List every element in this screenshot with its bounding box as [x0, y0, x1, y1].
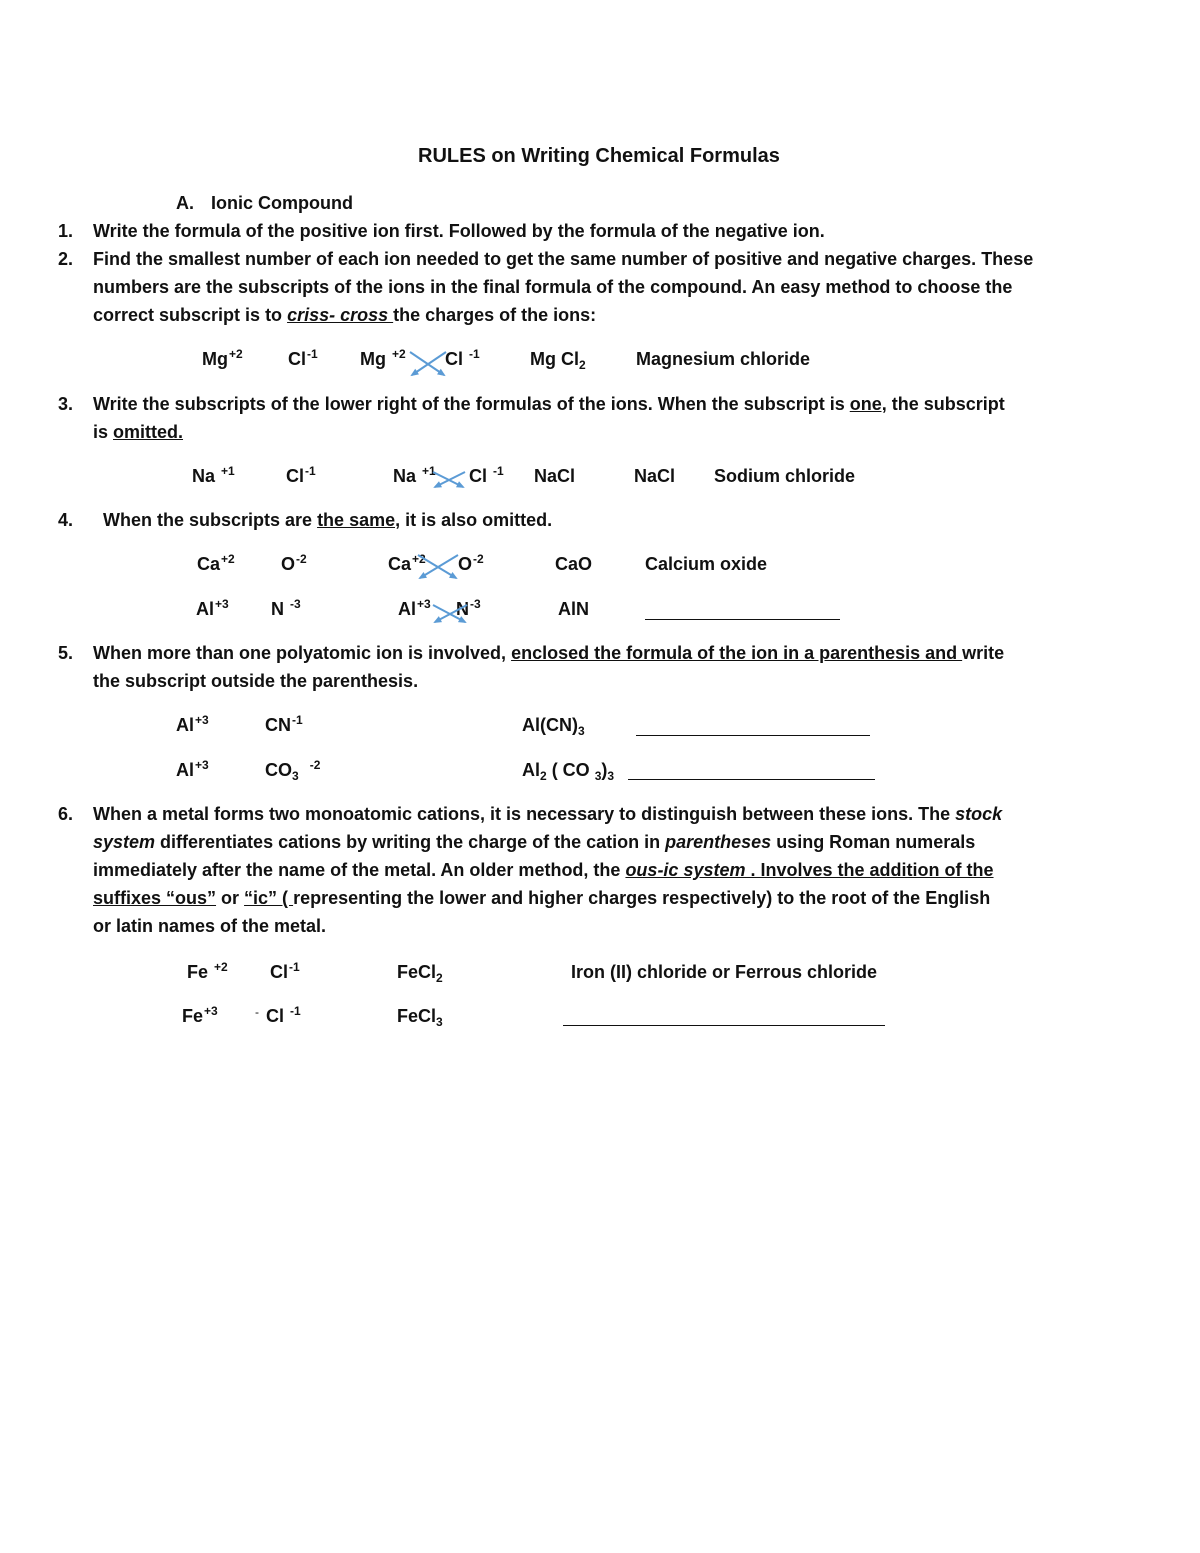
criss-cross-arrows-ca: [416, 553, 460, 581]
criss-cross-arrows-na: [431, 470, 467, 490]
aln-formula: AlN: [558, 599, 589, 619]
ca-cross-cation: $Ca^{+2}$: [388, 552, 426, 574]
ca-o-ion: $O^{-2}$: [281, 552, 307, 574]
fe2-name: Iron (II) chloride or Ferrous chloride: [571, 962, 878, 982]
rule-5-line-2: the subscript outside the parenthesis.: [93, 671, 419, 691]
ca-formula: CaO: [555, 554, 593, 574]
alco3-al-ion: $Al^{+3}$: [176, 758, 209, 780]
alcn-name-blank[interactable]: [636, 735, 870, 736]
na-cross-cation: Na $^{+1}$: [393, 464, 436, 486]
rule-6-number: 6.: [58, 804, 74, 824]
rule-2-line-3: [93, 304, 596, 326]
mg-ion: $Mg^{+2}$: [202, 347, 243, 369]
alcn-formula: $Al(CN)_3$: [522, 715, 585, 738]
rule-5-number: 5.: [58, 643, 74, 663]
mg-name: Magnesium chloride: [636, 349, 811, 369]
mg-cl-ion: $Cl^{-1}$: [288, 347, 318, 369]
alcn-al-ion: $Al^{+3}$: [176, 713, 209, 735]
fe2-ion: Fe $^{+2}$: [187, 960, 228, 982]
section-heading: Ionic Compound: [211, 193, 353, 213]
rule-2-line-2: numbers are the subscripts of the ions in the final formula of the compound. An easy method to choose the: [93, 277, 1013, 297]
fe3-dash: -: [255, 1005, 259, 1019]
ca-cross-anion: $O^{-2}$: [458, 552, 484, 574]
ca-name: Calcium oxide: [645, 554, 768, 574]
page-title: RULES on Writing Chemical Formulas: [418, 145, 780, 167]
al-cross-cation: $Al^{+3}$: [398, 597, 431, 619]
rule-4-text: When the subscripts are the same, it is also omitted.: [103, 510, 553, 530]
rule-3-line-1: Write the subscripts of the lower right of the formulas of the ions. When the subscript is one, the subscript: [93, 394, 1005, 414]
criss-cross-arrows-mg: [408, 350, 448, 378]
na-formula: NaCl: [534, 466, 576, 486]
rule-6-line-1: When a metal forms two monoatomic cations, it is necessary to distinguish between these ions. The stock: [93, 804, 1003, 824]
fe3-name-blank[interactable]: [563, 1025, 885, 1026]
na-ion: Na $^{+1}$: [192, 464, 235, 486]
rule-2-number: 2.: [58, 249, 74, 269]
arrow-head: [437, 369, 446, 376]
rule-2-line-1: Find the smallest number of each ion needed to get the same number of positive and negative charges. These: [93, 249, 1034, 269]
alco3-formula: $Al_2$ ( CO $_3)_3$: [522, 760, 615, 783]
na-cl-ion: $Cl^{-1}$: [286, 464, 316, 486]
fe3-ion: $Fe^{+3}$: [182, 1004, 218, 1026]
alco3-name-blank[interactable]: [628, 779, 875, 780]
arrow-head: [410, 369, 419, 376]
al-n-ion: N $^{-3}$: [271, 597, 301, 619]
mg-formula: Mg $Cl_2$: [530, 349, 586, 372]
rule-2-line-3-pre: correct subscript is to: [93, 305, 288, 325]
fe2-cl-ion: $Cl^{-1}$: [270, 960, 300, 982]
fe3-cl-ion: Cl $^{-1}$: [266, 1004, 301, 1026]
rule-6-line-2: system differentiates cations by writing the charge of the cation in parentheses using Roman numerals: [93, 832, 976, 852]
na-cross-anion: Cl $^{-1}$: [469, 464, 504, 486]
rule-6-line-4: suffixes “ous” or “ic” ( representing the lower and higher charges respectively) to the root of the English: [93, 888, 991, 908]
rule-4-number: 4.: [58, 510, 74, 530]
rule-6-line-3: immediately after the name of the metal. An older method, the ous-ic system . Involves the addition of the: [93, 860, 994, 880]
rule-3-number: 3.: [58, 394, 74, 414]
alcn-cn-ion: $CN^{-1}$: [265, 713, 303, 735]
fe2-formula: FeCl$_2$: [397, 962, 443, 985]
criss-cross-arrows-al: [431, 603, 469, 625]
rule-2-line-3-post: the charges of the ions:: [393, 305, 597, 325]
ca-ion: $Ca^{+2}$: [197, 552, 235, 574]
al-ion: $Al^{+3}$: [196, 597, 229, 619]
alco3-co3-ion: $CO_3$ $^{-2}$: [265, 758, 321, 783]
rule-1-text: Write the formula of the positive ion first. Followed by the formula of the negative ion.: [93, 221, 825, 241]
rule-1-number: 1.: [58, 221, 74, 241]
rule-3-line-2: is omitted.: [93, 422, 184, 442]
criss-cross-term: criss- cross: [287, 305, 394, 325]
rule-6-line-5: or latin names of the metal.: [93, 916, 327, 936]
na-name: Sodium chloride: [714, 466, 856, 486]
mg-cross-anion: Cl $^{-1}$: [445, 347, 480, 369]
na-formula-2: NaCl: [634, 466, 676, 486]
al-cross-anion: $N^{-3}$: [456, 597, 481, 619]
mg-cross-cation: Mg $^{+2}$: [360, 347, 406, 369]
aln-name-blank[interactable]: [645, 619, 840, 620]
fe3-formula: FeCl$_3$: [397, 1006, 443, 1029]
rule-5-line-1: When more than one polyatomic ion is involved, enclosed the formula of the ion in a parenthesis and write: [93, 643, 1005, 663]
section-marker: A.: [176, 193, 194, 213]
